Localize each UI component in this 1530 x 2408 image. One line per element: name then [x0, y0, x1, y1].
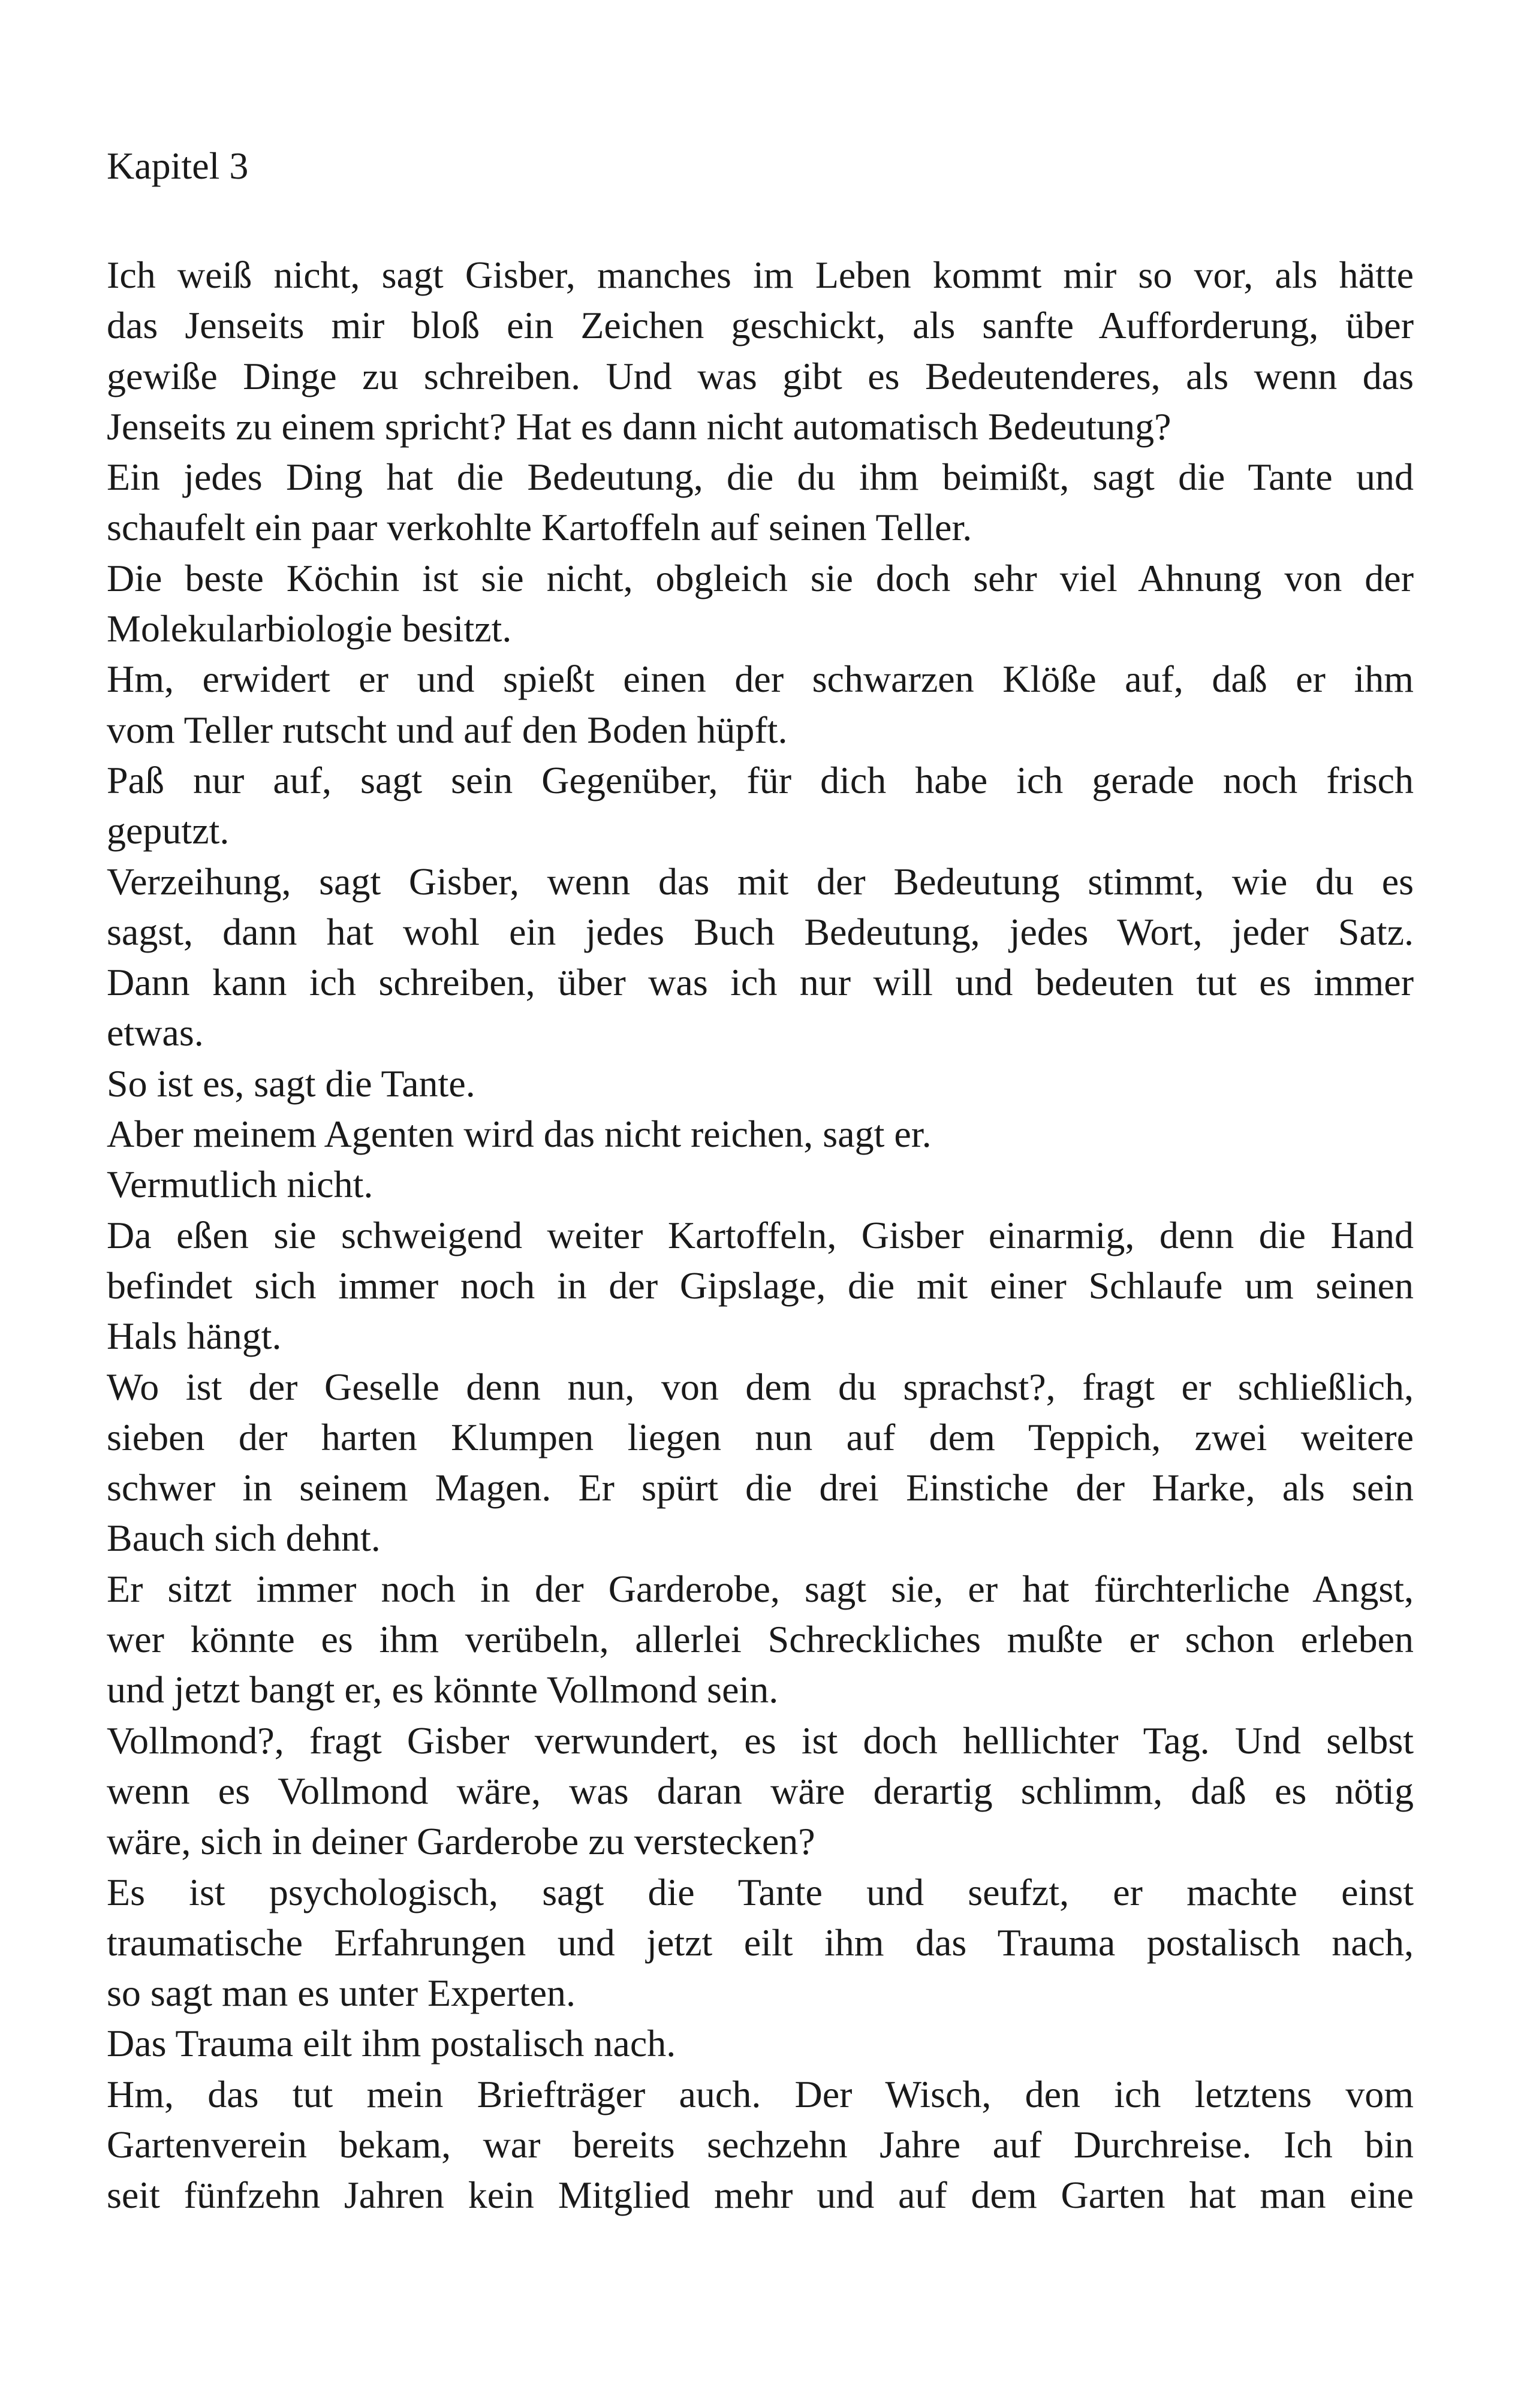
- text-line: Bauch sich dehnt.: [107, 1517, 381, 1560]
- text-line: Vermutlich nicht.: [107, 1163, 374, 1206]
- text-line: Das Trauma eilt ihm postalisch nach.: [107, 2022, 676, 2065]
- text-line: So ist es, sagt die Tante.: [107, 1062, 475, 1105]
- text-line: Vollmond?, fragt Gisber verwundert, es ist doch helllichter Tag. Und selbst: [107, 1719, 1414, 1762]
- text-line: wenn es Vollmond wäre, was daran wäre derartig schlimm, daß es nötig: [107, 1769, 1414, 1812]
- text-line: Hm, das tut mein Briefträger auch. Der Wisch, den ich letztens vom: [107, 2072, 1414, 2115]
- text-line: Dann kann ich schreiben, über was ich nur will und bedeuten tut es immer: [107, 961, 1414, 1004]
- text-line: Da eßen sie schweigend weiter Kartoffeln, Gisber einarmig, denn die Hand: [107, 1213, 1414, 1256]
- text-line: vom Teller rutscht und auf den Boden hüpft.: [107, 708, 788, 751]
- text-line: Verzeihung, sagt Gisber, wenn das mit der Bedeutung stimmt, wie du es: [107, 860, 1414, 903]
- text-line: schaufelt ein paar verkohlte Kartoffeln auf seinen Teller.: [107, 506, 972, 549]
- text-line: befindet sich immer noch in der Gipslage, die mit einer Schlaufe um seinen: [107, 1264, 1414, 1307]
- text-line: schwer in seinem Magen. Er spürt die drei Einstiche der Harke, als sein: [107, 1466, 1414, 1509]
- text-line: Paß nur auf, sagt sein Gegenüber, für dich habe ich gerade noch frisch: [107, 758, 1414, 801]
- text-line: Aber meinem Agenten wird das nicht reichen, sagt er.: [107, 1113, 932, 1156]
- text-line: Ich weiß nicht, sagt Gisber, manches im Leben kommt mir so vor, als hätte: [107, 254, 1414, 296]
- text-line: etwas.: [107, 1011, 204, 1054]
- text-line: das Jenseits mir bloß ein Zeichen geschickt, als sanfte Aufforderung, über: [107, 304, 1414, 347]
- text-line: so sagt man es unter Experten.: [107, 1972, 576, 2015]
- text-line: seit fünfzehn Jahren kein Mitglied mehr und auf dem Garten hat man eine: [107, 2174, 1414, 2217]
- text-line: geputzt.: [107, 809, 230, 852]
- text-line: Gartenverein bekam, war bereits sechzehn Jahre auf Durchreise. Ich bin: [107, 2123, 1414, 2166]
- text-line: gewiße Dinge zu schreiben. Und was gibt es Bedeutenderes, als wenn das: [107, 354, 1414, 397]
- text-line: Er sitzt immer noch in der Garderobe, sagt sie, er hat fürchterliche Angst,: [107, 1567, 1414, 1610]
- text-line: sagst, dann hat wohl ein jedes Buch Bedeutung, jedes Wort, jeder Satz.: [107, 910, 1414, 953]
- text-line: Hm, erwidert er und spießt einen der schwarzen Klöße auf, daß er ihm: [107, 658, 1414, 701]
- text-line: Molekularbiologie besitzt.: [107, 607, 512, 650]
- text-line: Es ist psychologisch, sagt die Tante und seufzt, er machte einst: [107, 1870, 1414, 1913]
- chapter-text: [107, 250, 1414, 2221]
- text-line: wer könnte es ihm verübeln, allerlei Schreckliches mußte er schon erleben: [107, 1618, 1414, 1661]
- text-line: Ein jedes Ding hat die Bedeutung, die du ihm beimißt, sagt die Tante und: [107, 456, 1414, 499]
- text-line: Jenseits zu einem spricht? Hat es dann nicht automatisch Bedeutung?: [107, 405, 1171, 448]
- text-line: traumatische Erfahrungen und jetzt eilt ihm das Trauma postalisch nach,: [107, 1921, 1414, 1964]
- text-line: wäre, sich in deiner Garderobe zu verstecken?: [107, 1820, 815, 1863]
- chapter-title: Kapitel 3: [107, 144, 249, 187]
- text-line: Wo ist der Geselle denn nun, von dem du sprachst?, fragt er schließlich,: [107, 1365, 1414, 1408]
- text-line: und jetzt bangt er, es könnte Vollmond sein.: [107, 1668, 779, 1711]
- text-line: Die beste Köchin ist sie nicht, obgleich sie doch sehr viel Ahnung von der: [107, 556, 1414, 599]
- text-line: Hals hängt.: [107, 1315, 282, 1358]
- text-line: sieben der harten Klumpen liegen nun auf dem Teppich, zwei weitere: [107, 1415, 1414, 1458]
